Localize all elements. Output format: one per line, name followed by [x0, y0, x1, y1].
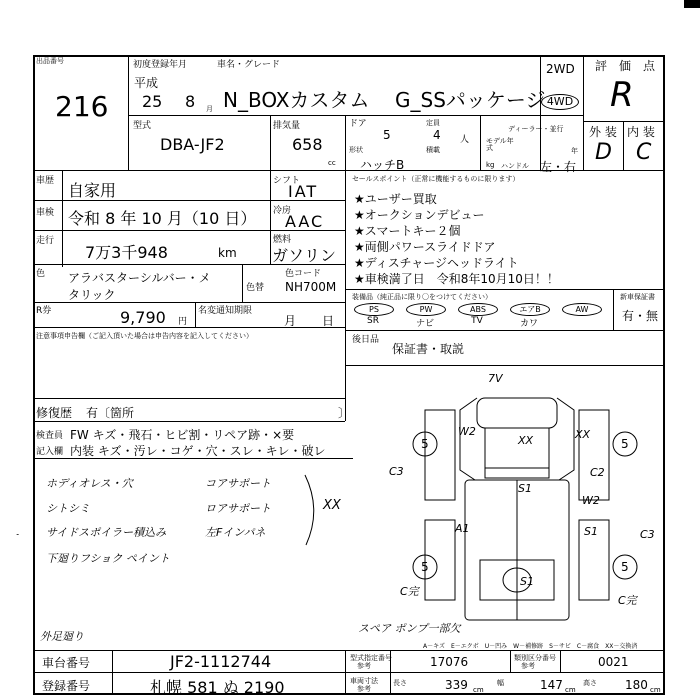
- mark-c2: C2: [590, 466, 605, 479]
- warranty-value: 有・無: [622, 309, 659, 323]
- equipment-item: [510, 303, 554, 329]
- model-grade: G_SSパッケージ: [395, 88, 546, 112]
- sales-point-item: ★車検満了日 令和8年10月10日！！: [354, 272, 559, 286]
- width-value: 147: [540, 678, 563, 692]
- sales-point-item: ★スマートキー２個: [354, 224, 461, 238]
- doors-value: 5: [383, 128, 391, 142]
- divider: [62, 171, 63, 267]
- cls-ref: 参考: [521, 662, 535, 670]
- divider: [345, 365, 665, 366]
- tax-day: 日: [322, 314, 335, 328]
- divider: [33, 327, 345, 328]
- type-no-value: 17076: [430, 655, 469, 669]
- tire-rr: 5: [621, 560, 629, 574]
- model-name: N_BOXカスタム: [223, 88, 370, 112]
- eval-label: 評 価 点: [595, 59, 656, 73]
- mark-w2-front: W2: [458, 425, 476, 438]
- tire-fl: 5: [421, 437, 429, 451]
- sales-point-item: ★両側パワースライドドア: [354, 240, 496, 254]
- hand-note-6: ロアサポート: [205, 502, 271, 515]
- equipment-item: [562, 303, 606, 316]
- sales-point-list: [354, 190, 654, 286]
- cap-label: 定員: [426, 119, 440, 127]
- repaint-label: 色替: [246, 283, 265, 293]
- cls-value: 0021: [598, 655, 629, 669]
- divider: [270, 115, 271, 170]
- cls-label: 類別区分番号: [514, 654, 556, 662]
- divider: [33, 421, 345, 422]
- type-no-label: 型式指定番号: [350, 654, 392, 662]
- equipment-item-bottom: カワ: [519, 319, 538, 329]
- inspector-row2: 内装 キズ・汚レ・コゲ・穴・スレ・キレ・破レ: [70, 444, 326, 458]
- doors-label: ドア: [349, 119, 367, 129]
- length-label: 長さ: [393, 679, 407, 687]
- mark-xx-right: XX: [575, 428, 591, 441]
- length-value: 339: [445, 678, 468, 692]
- mark-xx-hood: XX: [518, 434, 534, 447]
- load-label: 積載: [426, 146, 440, 154]
- equipment-item: [354, 303, 398, 326]
- mark-s1-roof: S1: [518, 482, 532, 495]
- color-value-1: アラバスターシルバー・メ: [68, 271, 211, 285]
- width-label: 幅: [497, 679, 504, 687]
- plate-label: 登録番号: [42, 679, 91, 693]
- reg-month: 8: [185, 92, 196, 111]
- equipment-item-bottom: SR: [367, 316, 379, 326]
- handle-value: 左・右: [540, 160, 577, 174]
- cap-value: 4: [433, 128, 441, 142]
- divider: [510, 650, 511, 672]
- hand-note-8: XX: [323, 498, 341, 513]
- model-year-unit: 年: [571, 147, 578, 155]
- eval-score: R: [610, 75, 634, 115]
- divider: [345, 330, 665, 331]
- hand-note-3: サイドスポイラー積込み: [46, 526, 167, 539]
- left-border: [33, 55, 35, 695]
- divider: [623, 121, 624, 170]
- tire-rl: 5: [421, 560, 429, 574]
- divider: [270, 171, 271, 264]
- after-value: 保証書・取説: [392, 342, 465, 356]
- dims-label: 車両寸法: [350, 677, 378, 685]
- inspector-row1: FW キズ・飛石・ヒビ割・リペア跡・×要: [70, 428, 295, 442]
- dims-ref: 参考: [357, 685, 371, 693]
- height-label: 高さ: [583, 679, 597, 687]
- divider: [242, 264, 243, 302]
- tire-fr: 5: [621, 437, 629, 451]
- inspector-row2-label: 記入欄: [36, 447, 64, 457]
- body-label: 形状: [349, 146, 363, 154]
- divider: [33, 230, 270, 231]
- divider: [480, 115, 481, 170]
- sales-point-item: ★ディスチャージヘッドライト: [354, 256, 519, 270]
- equipment-item-top: AW: [562, 303, 602, 316]
- repair-value: 有〔箇所: [86, 406, 135, 420]
- tax-label: 名変通知期限: [198, 306, 253, 316]
- ac-value: AAC: [285, 212, 325, 231]
- divider: [33, 458, 353, 459]
- equipment-list: [354, 303, 614, 329]
- usage-value: 自家用: [68, 181, 117, 200]
- int-grade: C: [636, 140, 652, 165]
- divider: [560, 650, 561, 672]
- divider: [583, 55, 584, 170]
- equipment-item-bottom: ナビ: [415, 319, 434, 329]
- inspection-value: 令和 8 年 10 月（10 日）: [68, 209, 257, 228]
- divider: [112, 650, 113, 694]
- equipment-item-bottom: TV: [471, 316, 483, 326]
- mileage-label: 走行: [36, 236, 55, 246]
- load-unit: kg: [486, 161, 495, 169]
- color-label: 色: [36, 269, 46, 279]
- warranty-label: 新車保証書: [620, 293, 655, 301]
- hand-note-1: ホディオレス・穴: [46, 477, 133, 490]
- reg-era: 平成: [134, 76, 159, 90]
- inspection-label: 車検: [36, 208, 55, 218]
- color-value-2: タリック: [68, 288, 116, 302]
- notes-label: 注意事項申告欄（ご記入頂いた場合は申告内容を記入してください）: [36, 332, 253, 340]
- mark-c-left: C完: [400, 585, 419, 598]
- handle-label: ハンドル: [501, 162, 529, 170]
- hand-note-bottom: 外足廻り: [40, 630, 84, 643]
- mark-w2-right: W2: [582, 494, 600, 507]
- plate-value: 札幌 581 ぬ 2190: [150, 678, 285, 697]
- usage-label: 車歴: [36, 176, 55, 186]
- color-code: NH700M: [285, 280, 337, 294]
- type-value: DBA-JF2: [160, 135, 225, 154]
- ac-label: 冷房: [273, 206, 292, 216]
- width-unit: cm: [565, 686, 576, 694]
- equipment-item: [458, 303, 502, 326]
- divider: [345, 289, 665, 290]
- after-label: 後日品: [352, 335, 380, 345]
- tax-month: 月: [284, 314, 297, 328]
- sales-label: セールスポイント（正常に機能するものに限ります）: [352, 175, 520, 183]
- color-code-label: 色コード: [285, 269, 322, 279]
- fuel-value: ガソリン: [272, 246, 337, 265]
- reg-year: 25: [142, 92, 163, 111]
- mark-c3-left: C3: [389, 465, 404, 478]
- int-label: 内 装: [627, 125, 655, 139]
- dealer-label: ディーラー・並行: [508, 125, 564, 133]
- margin-mark: ۔: [15, 528, 21, 538]
- mileage-value: 7万3千948: [85, 243, 168, 262]
- divider: [33, 398, 345, 399]
- mark-s1-rear: S1: [520, 575, 534, 588]
- inspector-row1-label: 検査員: [36, 431, 64, 441]
- model-label: 車名・グレード: [217, 60, 281, 70]
- model-year-label: モデル年式: [486, 137, 514, 152]
- cap-unit: 人: [460, 135, 470, 145]
- body-value: ハッチB: [360, 158, 405, 172]
- mark-s1-right: S1: [584, 525, 598, 538]
- equipment-item-top: PW: [406, 303, 446, 316]
- divider: [345, 650, 346, 694]
- drive-4wd: 4WD: [541, 94, 579, 110]
- equipment-item-top: エアB: [510, 303, 550, 316]
- fuel-label: 燃料: [273, 235, 292, 245]
- hand-note-4: 下廻りフショク ペイント: [46, 552, 170, 565]
- equipment-item: [406, 303, 450, 329]
- sales-point-item: ★オークションデビュー: [354, 208, 485, 222]
- height-unit: cm: [650, 686, 661, 694]
- repair-close: 〕: [338, 406, 351, 420]
- height-value: 180: [625, 678, 648, 692]
- ext-grade: D: [595, 140, 612, 165]
- repair-label: 修復歴: [36, 406, 73, 420]
- disp-unit: cc: [328, 159, 336, 167]
- drive-2wd: 2WD: [546, 62, 575, 76]
- mark-c-right: C完: [618, 594, 637, 607]
- disp-value: 658: [292, 135, 323, 154]
- divider: [345, 115, 346, 170]
- sales-point-item: ★ユーザー買取: [354, 192, 437, 206]
- mark-a1: A1: [455, 522, 470, 535]
- reg-month-unit: 月: [206, 105, 213, 113]
- length-unit: cm: [473, 686, 484, 694]
- recycle-value: 9,790: [120, 308, 166, 327]
- type-label: 型式: [133, 121, 152, 131]
- divider: [33, 650, 665, 651]
- divider: [345, 171, 346, 421]
- equipment-item-top: ABS: [458, 303, 498, 316]
- lot-label: 出品番号: [36, 57, 64, 65]
- chassis-value: JF2-1112744: [170, 652, 272, 671]
- diagram-top-label: 7V: [488, 372, 503, 385]
- divider: [128, 55, 129, 170]
- bracket-mark: [300, 470, 330, 550]
- hand-note-5: コアサポート: [205, 477, 271, 490]
- corner-mark: [684, 0, 700, 8]
- divider: [33, 672, 665, 673]
- spare-note: スペア ポンプ一部欠: [358, 622, 461, 635]
- ext-label: 外 装: [589, 125, 617, 139]
- type-no-ref: 参考: [357, 662, 371, 670]
- mark-c3-right: C3: [640, 528, 655, 541]
- divider: [195, 302, 196, 327]
- shift-value: IAT: [288, 182, 319, 201]
- equipment-label: 装備品（純正品に限り〇をつけてください）: [352, 293, 492, 301]
- chassis-label: 車台番号: [42, 656, 91, 670]
- hand-note-2: シトシミ: [46, 502, 90, 515]
- recycle-unit: 円: [178, 317, 188, 327]
- lot-number: 216: [55, 90, 109, 123]
- recycle-label: R券: [36, 306, 52, 316]
- damage-legend: A－キズ E－エクボ U－凹み W－補修跡 S－サビ C－腐食 XX－交換済: [423, 643, 638, 650]
- hand-note-7: 左Fインパネ: [205, 526, 266, 539]
- reg-date-label: 初度登録年月: [133, 60, 188, 70]
- equipment-item-top: PS: [354, 303, 394, 316]
- disp-label: 排気量: [273, 121, 301, 131]
- shift-label: シフト: [273, 176, 301, 186]
- mileage-unit: km: [218, 246, 237, 260]
